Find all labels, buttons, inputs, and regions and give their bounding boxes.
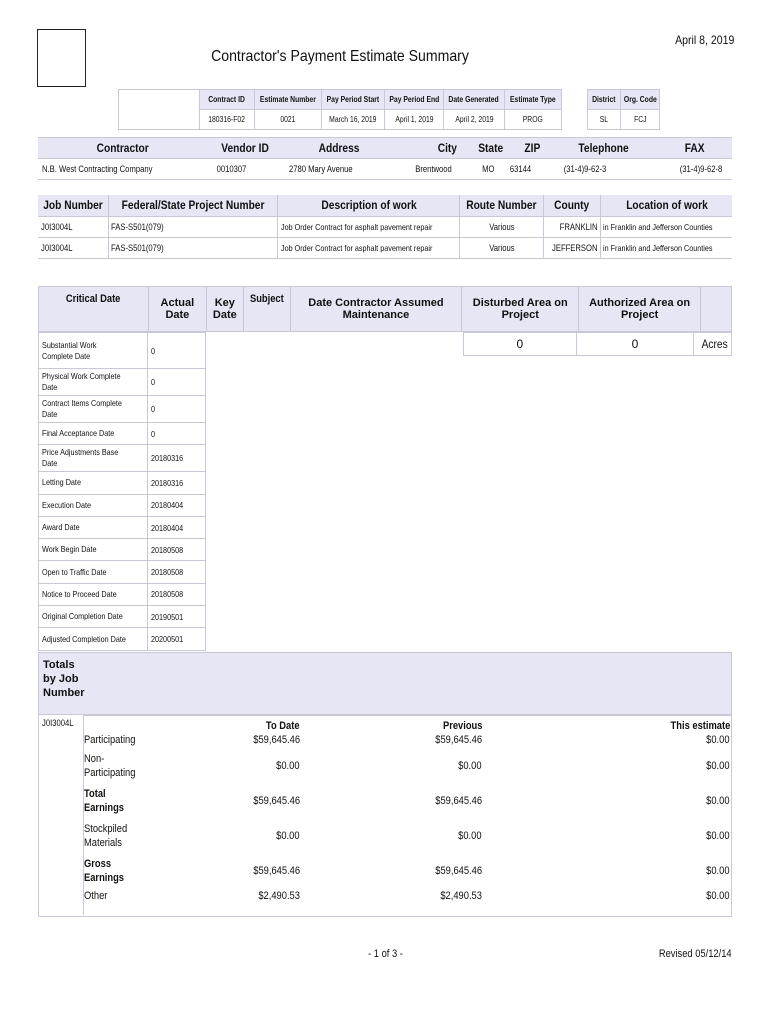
- area-unit: Acres: [701, 337, 728, 351]
- totals-row-label: Non-Participating: [84, 752, 136, 779]
- totals-previous: $59,645.46: [435, 734, 482, 746]
- table-row: [39, 494, 206, 516]
- totals-this-estimate: $0.00: [706, 759, 730, 772]
- totals-row-label: Total Earnings: [84, 787, 125, 814]
- contractor-header: Vendor ID: [221, 141, 270, 155]
- contract-header: Contract ID: [208, 95, 246, 104]
- critical-date-label: Notice to Proceed Date: [42, 588, 117, 599]
- col-this-estimate: This estimate: [670, 720, 730, 732]
- totals-this-estimate: $0.00: [706, 794, 730, 807]
- table-row: [84, 748, 730, 783]
- totals-title: Totals by Job Number: [43, 659, 85, 699]
- jobs-header: Location of work: [626, 198, 708, 213]
- critical-date-value: 20180508: [151, 589, 184, 600]
- critical-header: Critical Date: [66, 293, 121, 305]
- table-row: [39, 539, 206, 561]
- critical-date-label: Original Completion Date: [42, 611, 123, 622]
- totals-this-estimate: $0.00: [706, 829, 730, 842]
- totals-previous: $0.00: [458, 829, 482, 842]
- critical-date-value: 0: [151, 377, 156, 387]
- area-table: [463, 332, 732, 356]
- totals-header: [38, 652, 732, 715]
- totals-table: [84, 720, 730, 904]
- totals-this-estimate: $0.00: [706, 864, 730, 877]
- contract-value: April 1, 2019: [395, 115, 434, 124]
- state: MO: [482, 164, 495, 174]
- col-previous: Previous: [442, 720, 482, 732]
- critical-header: Key Date: [212, 297, 237, 321]
- critical-date-label: Award Date: [42, 522, 80, 533]
- totals-to-date: $59,645.46: [253, 794, 300, 807]
- table-row: [39, 516, 206, 538]
- critical-date-label: Letting Date: [42, 477, 81, 488]
- critical-header: Actual Date: [160, 297, 195, 321]
- contract-table: [118, 89, 660, 130]
- contract-value: FCJ: [633, 115, 647, 124]
- contract-header: Pay Period Start: [326, 95, 380, 104]
- critical-date-value: 0: [151, 404, 156, 414]
- critical-date-value: 20180404: [151, 500, 184, 511]
- table-row: [39, 472, 206, 494]
- jobs-table: [38, 195, 732, 259]
- critical-date-label: Adjusted Completion Date: [42, 633, 126, 644]
- col-to-date: To Date: [266, 720, 300, 732]
- critical-date-label: Work Begin Date: [42, 544, 97, 555]
- contractor-header: FAX: [684, 141, 705, 155]
- jobs-header: Route Number: [466, 198, 537, 213]
- contract-value: 0021: [280, 115, 296, 124]
- critical-date-value: 20180316: [151, 453, 184, 464]
- contract-header: Estimate Type: [509, 95, 556, 104]
- report-date: April 8, 2019: [674, 33, 734, 47]
- totals-row-label: Stockpiled Materials: [84, 822, 128, 849]
- contract-header: Pay Period End: [389, 95, 440, 104]
- contractor-header: Contractor: [96, 141, 150, 155]
- table-row: [39, 396, 206, 423]
- critical-header: Subject: [249, 293, 284, 305]
- disturbed-area-value: 0: [516, 337, 524, 351]
- critical-date-value: 0: [151, 428, 156, 439]
- totals-to-date: $0.00: [276, 759, 300, 772]
- totals-row-label: Gross Earnings: [84, 857, 125, 884]
- critical-date-value: 20190501: [151, 611, 184, 622]
- critical-date-value: 20180508: [151, 567, 184, 578]
- fax: (31-4)9-62-8: [679, 164, 723, 174]
- table-row: J0I3004L FAS-S501(079) Job Order Contract for asphalt pavement repair Various JEFFERSON in Franklin and Jefferson Counties: [38, 237, 732, 258]
- contract-value: PROG: [522, 115, 543, 124]
- critical-date-label: Execution Date: [42, 499, 92, 510]
- totals-body: [38, 715, 732, 917]
- revised-date: Revised 05/12/14: [659, 948, 732, 960]
- table-row: [84, 853, 730, 888]
- totals-previous: $59,645.46: [435, 794, 482, 807]
- contract-header: Date Generated: [448, 95, 500, 104]
- vendor-id: 0010307: [216, 164, 247, 174]
- contract-value: April 2, 2019: [454, 115, 494, 124]
- totals-to-date: $59,645.46: [253, 864, 300, 877]
- contractor-header: Address: [318, 141, 360, 155]
- critical-date-value: 20180316: [151, 477, 184, 488]
- table-row: [84, 888, 730, 904]
- critical-date-value: 20180508: [151, 544, 184, 555]
- critical-date-label: Substantial Work Complete Date: [42, 339, 97, 361]
- critical-header-table: [38, 286, 732, 332]
- totals-this-estimate: $0.00: [706, 890, 730, 902]
- table-row: J0I3004L FAS-S501(079) Job Order Contract for asphalt pavement repair Various FRANKLIN in Franklin and Jefferson Counties: [38, 216, 732, 237]
- contractor-header: Telephone: [578, 141, 630, 155]
- critical-header: Date Contractor Assumed Maintenance: [308, 297, 444, 321]
- totals-job-number: J0I3004L: [42, 718, 74, 728]
- contractor-header: ZIP: [524, 141, 541, 155]
- page-number: - 1 of 3 -: [367, 948, 403, 960]
- address: 2780 Mary Avenue: [289, 164, 353, 174]
- critical-date-label: Final Acceptance Date: [42, 428, 115, 439]
- page-title: Contractor's Payment Estimate Summary: [211, 48, 469, 65]
- contractor-header: City: [438, 141, 458, 155]
- critical-date-value: 0: [151, 345, 156, 356]
- totals-to-date: $59,645.46: [253, 734, 300, 746]
- critical-date-label: Open to Traffic Date: [42, 566, 107, 577]
- critical-date-label: Contract Items Complete Date: [42, 398, 122, 419]
- table-row: [39, 369, 206, 396]
- totals-previous: $0.00: [458, 759, 482, 772]
- authorized-area-value: 0: [631, 337, 639, 351]
- jobs-header: Description of work: [321, 198, 417, 213]
- critical-date-value: 20180404: [151, 522, 184, 533]
- jobs-header: County: [554, 198, 590, 213]
- contract-value: 180316-F02: [208, 115, 246, 124]
- totals-this-estimate: $0.00: [706, 734, 730, 746]
- table-row: [39, 445, 206, 472]
- table-row: [39, 561, 206, 583]
- critical-date-label: Physical Work Complete Date: [42, 371, 121, 392]
- critical-date-value: 20200501: [151, 634, 184, 645]
- critical-header: Authorized Area on Project: [589, 297, 691, 321]
- city: Brentwood: [415, 164, 452, 174]
- contract-header: Org. Code: [623, 95, 657, 104]
- jobs-header: Job Number: [43, 198, 103, 213]
- totals-previous: $59,645.46: [435, 864, 482, 877]
- contract-header: District: [591, 95, 616, 104]
- table-row: [39, 583, 206, 605]
- telephone: (31-4)9-62-3: [563, 164, 607, 174]
- contract-header: Estimate Number: [259, 95, 316, 104]
- table-row: [84, 783, 730, 818]
- totals-to-date: $2,490.53: [258, 890, 300, 902]
- table-row: [84, 732, 730, 748]
- jobs-header: Federal/State Project Number: [121, 198, 265, 213]
- critical-date-label: Price Adjustments Base Date: [42, 447, 119, 469]
- totals-row-label: Other: [84, 890, 108, 902]
- totals-previous: $2,490.53: [440, 890, 482, 902]
- contract-value: March 16, 2019: [329, 115, 377, 124]
- table-row: [84, 818, 730, 853]
- contract-value: SL: [599, 115, 608, 124]
- totals-row-label: Participating: [84, 734, 136, 746]
- table-row: [39, 628, 206, 650]
- totals-to-date: $0.00: [276, 829, 300, 842]
- zip: 63144: [509, 164, 532, 174]
- contractor-name: N.B. West Contracting Company: [42, 164, 153, 174]
- contractor-table: [38, 137, 732, 180]
- table-row: [39, 423, 206, 445]
- contractor-header: State: [477, 141, 503, 155]
- table-row: [39, 333, 206, 369]
- critical-header: Disturbed Area on Project: [472, 297, 568, 321]
- critical-dates-table: [38, 332, 206, 651]
- table-row: [39, 606, 206, 628]
